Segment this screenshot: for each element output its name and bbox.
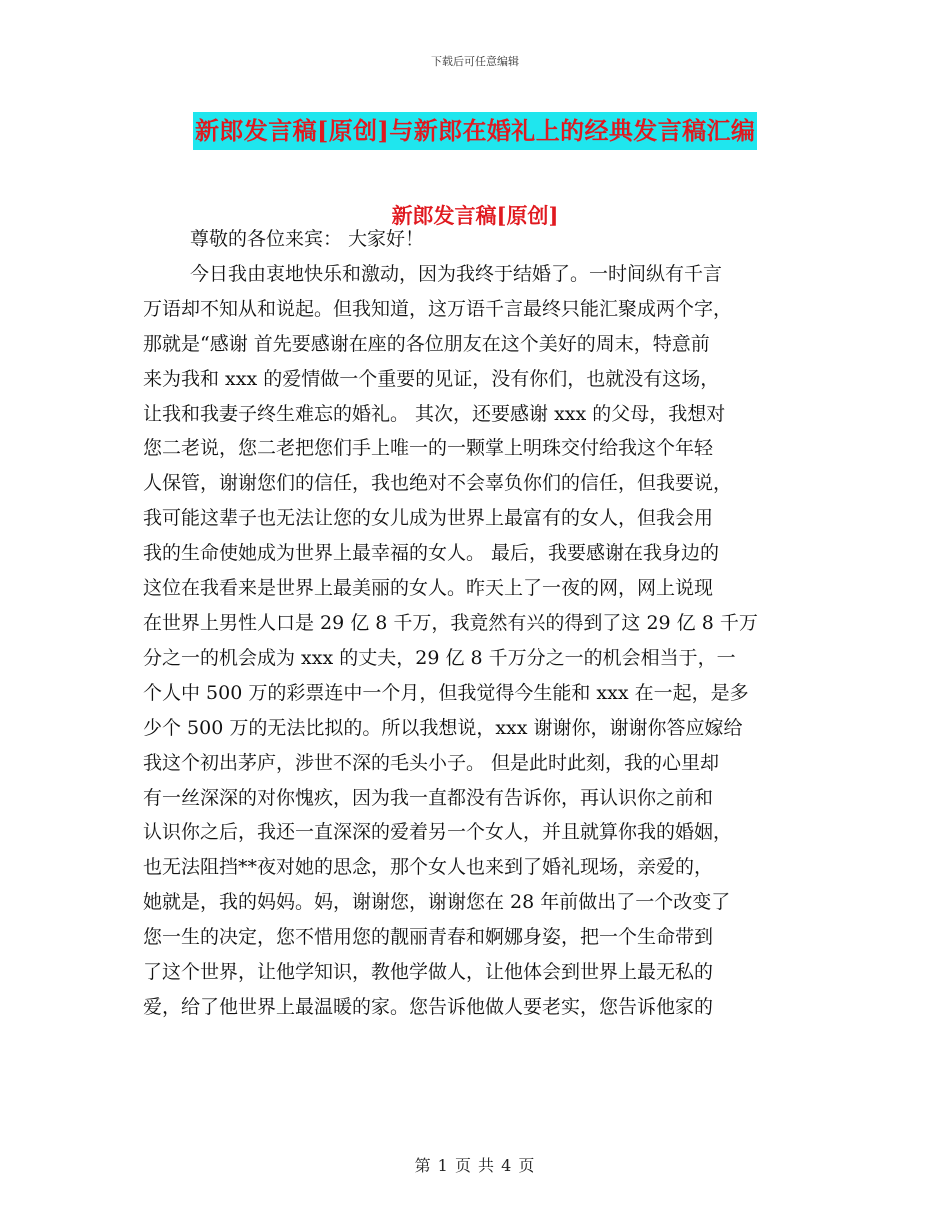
body-line: 我可能这辈子也无法让您的女儿成为世界上最富有的女人，但我会用 bbox=[143, 507, 714, 530]
body-line: 我这个初出茅庐，涉世不深的毛头小子。 但是此时此刻，我的心里却 bbox=[143, 751, 720, 774]
body-line: 那就是“感谢 首先要感谢在座的各位朋友在这个美好的周末，特意前 bbox=[143, 332, 710, 355]
body-line: 也无法阻挡**夜对她的思念，那个女人也来到了婚礼现场，亲爱的， bbox=[143, 856, 714, 879]
body-line: 今日我由衷地快乐和激动，因为我终于结婚了。一时间纵有千言 bbox=[190, 262, 723, 285]
body-line: 我的生命使她成为世界上最幸福的女人。 最后，我要感谢在我身边的 bbox=[143, 542, 720, 565]
body-line: 分之一的机会成为 xxx 的丈夫，29 亿 8 千万分之一的机会相当于，一 bbox=[143, 646, 736, 669]
speech-body bbox=[143, 222, 811, 1025]
body-line: 个人中 500 万的彩票连中一个月，但我觉得今生能和 xxx 在一起，是多 bbox=[143, 681, 749, 704]
section-title: 新郎发言稿[原创] bbox=[391, 203, 559, 228]
body-line: 在世界上男性人口是 29 亿 8 千万，我竟然有兴的得到了这 29 亿 8 千万 bbox=[143, 611, 758, 634]
body-line: 爱，给了他世界上最温暖的家。您告诉他做人要老实，您告诉他家的 bbox=[143, 995, 714, 1018]
body-line: 人保管，谢谢您们的信任，我也绝对不会辜负你们的信任，但我要说， bbox=[143, 472, 733, 495]
body-line: 有一丝深深的对你愧疚，因为我一直都没有告诉你，再认识你之前和 bbox=[143, 786, 714, 809]
body-line: 她就是，我的妈妈。妈，谢谢您，谢谢您在 28 年前做出了一个改变了 bbox=[143, 891, 731, 914]
body-line: 来为我和 xxx 的爱情做一个重要的见证，没有你们，也就没有这场， bbox=[143, 367, 720, 390]
body-line: 您一生的决定，您不惜用您的靓丽青春和婀娜身姿，把一个生命带到 bbox=[143, 926, 714, 949]
body-line: 万语却不知从和说起。但我知道，这万语千言最终只能汇聚成两个字， bbox=[143, 297, 733, 320]
page-header-note: 下载后可任意编辑 bbox=[431, 55, 519, 68]
body-line: 认识你之后，我还一直深深的爱着另一个女人，并且就算你我的婚姻， bbox=[143, 821, 733, 844]
page-number: 第 1 页 共 4 页 bbox=[414, 1156, 536, 1175]
body-line: 少个 500 万的无法比拟的。所以我想说，xxx 谢谢你，谢谢你答应嫁给 bbox=[143, 716, 743, 739]
body-line: 您二老说，您二老把您们手上唯一的一颗掌上明珠交付给我这个年轻 bbox=[143, 437, 714, 460]
body-line: 了这个世界，让他学知识，教他学做人，让他体会到世界上最无私的 bbox=[143, 961, 714, 984]
body-line: 这位在我看来是世界上最美丽的女人。昨天上了一夜的网，网上说现 bbox=[143, 577, 714, 600]
body-line: 让我和我妻子终生难忘的婚礼。 其次，还要感谢 xxx 的父母，我想对 bbox=[143, 402, 726, 425]
document-title: 新郎发言稿[原创]与新郎在婚礼上的经典发言稿汇编 bbox=[193, 112, 757, 150]
body-line: 尊敬的各位来宾： 大家好！ bbox=[190, 228, 425, 250]
